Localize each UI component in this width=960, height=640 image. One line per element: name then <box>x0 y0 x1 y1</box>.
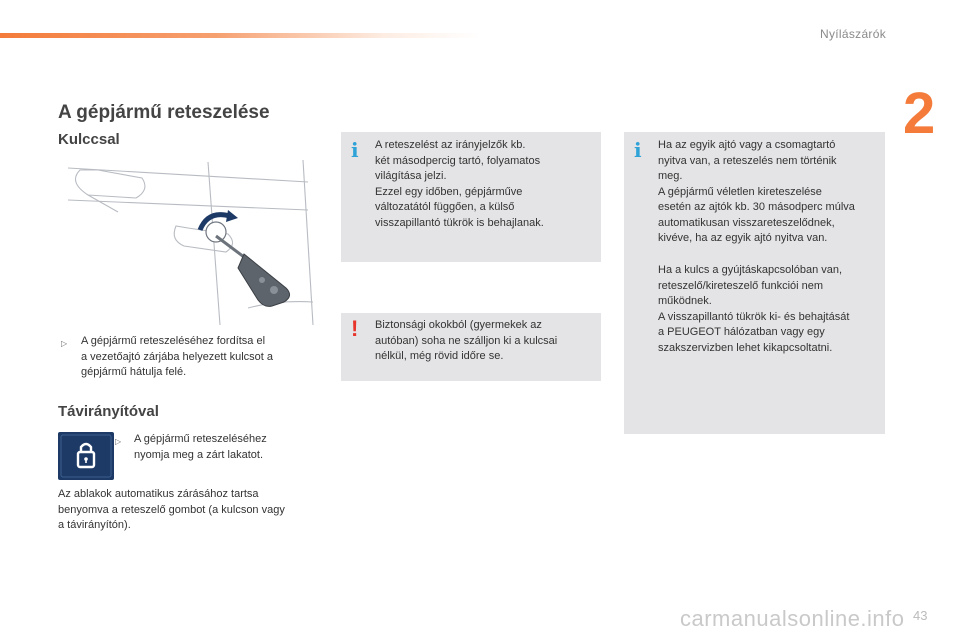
warning-box <box>341 313 601 381</box>
bullet-marker: ▷ <box>61 339 68 348</box>
text-line: A reteszelést az irányjelzők kb. <box>375 139 526 151</box>
warning-icon: ! <box>351 316 359 341</box>
text-line: nyitva van, a reteszelés nem történik <box>658 154 837 167</box>
watermark: carmanualsonline.info <box>680 606 905 631</box>
text-line: Ha az egyik ajtó vagy a csomagtartó <box>658 139 836 151</box>
text-line: A gépjármű reteszeléséhez <box>134 433 267 445</box>
text-line: visszapillantó tükrök is behajlanak. <box>375 216 544 229</box>
info-box <box>624 132 885 434</box>
remote-instruction <box>134 432 324 463</box>
key-lock-illustration <box>58 160 318 325</box>
text-line: nélkül, még rövid időre se. <box>375 350 504 362</box>
text-line: reteszelő/kireteszelő funkciói nem <box>658 279 824 292</box>
remote-note <box>58 487 328 534</box>
text-line: a PEUGEOT hálózatban vagy egy <box>658 326 825 338</box>
info-icon: i <box>351 138 359 162</box>
text-line: nyomja meg a zárt lakatot. <box>134 448 264 461</box>
key-section-title: Kulccsal <box>58 131 120 148</box>
section-title: Nyílászárók <box>820 27 886 41</box>
text-line: esetén az ajtók kb. 30 másodperc múlva <box>658 201 855 213</box>
info-text <box>658 138 883 247</box>
remote-section-title: Távirányítóval <box>58 403 159 420</box>
text-line: világítása jelzi. <box>375 170 447 182</box>
key-instruction <box>81 334 321 381</box>
text-line: a távirányítón). <box>58 519 131 531</box>
text-line: meg. <box>658 170 683 182</box>
text-line: Ezzel egy időben, gépjárműve <box>375 185 523 198</box>
bullet-marker: ▷ <box>115 437 122 446</box>
info-text <box>658 263 883 356</box>
chapter-number: 2 <box>903 81 936 146</box>
info-text <box>375 138 597 231</box>
text-line: A visszapillantó tükrök ki- és behajtását <box>658 310 850 323</box>
text-line: A gépjármű véletlen kireteszelése <box>658 185 822 198</box>
text-line: Ha a kulcs a gyújtáskapcsolóban van, <box>658 264 843 276</box>
text-line: változatától függően, a külső <box>375 201 515 213</box>
text-line: autóban) soha ne szálljon ki a kulcsai <box>375 334 558 347</box>
info-box <box>341 132 601 262</box>
info-icon: i <box>634 138 642 162</box>
text-line: szakszervizben lehet kikapcsoltatni. <box>658 341 833 354</box>
text-line: gépjármű hátulja felé. <box>81 366 187 378</box>
text-line: benyomva a reteszelő gombot (a kulcson vagy <box>58 503 285 516</box>
text-line: működnek. <box>658 295 712 307</box>
text-line: Az ablakok automatikus zárásához tartsa <box>58 488 259 500</box>
text-line: Biztonsági okokból (gyermekek az <box>375 319 542 331</box>
page-title: A gépjármű reteszelése <box>58 102 270 123</box>
text-line: két másodpercig tartó, folyamatos <box>375 154 541 167</box>
text-line: automatikusan visszareteszelődnek, <box>658 216 835 229</box>
page-number: 43 <box>913 608 928 623</box>
warning-text <box>375 318 597 365</box>
text-line: a vezetőajtó zárjába helyezett kulcsot a <box>81 350 274 363</box>
text-line: A gépjármű reteszeléséhez fordítsa el <box>81 335 266 347</box>
header-accent-bar <box>0 33 480 38</box>
lock-button-icon <box>58 432 114 480</box>
text-line: kivéve, ha az egyik ajtó nyitva van. <box>658 232 828 244</box>
